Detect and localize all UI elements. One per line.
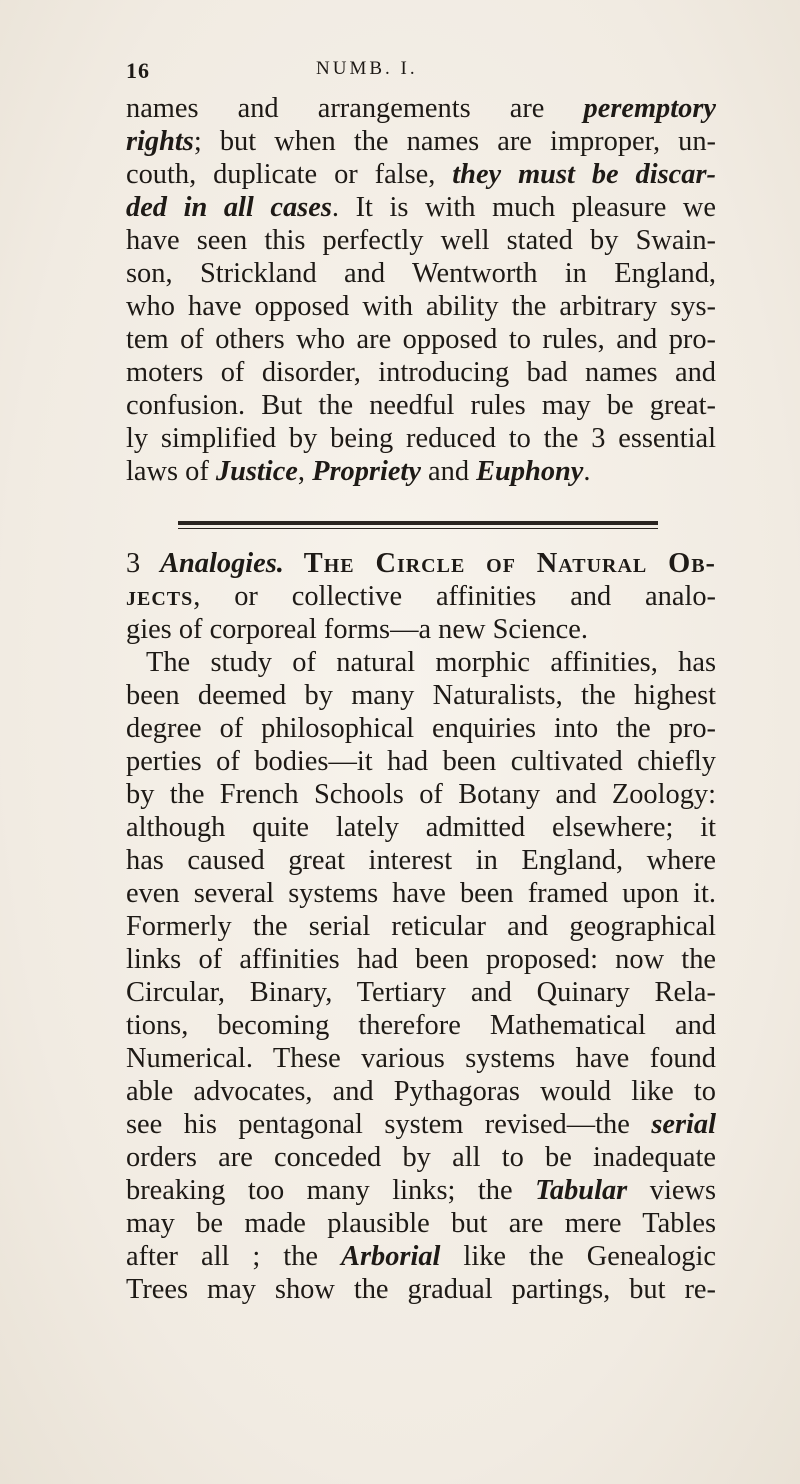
text-line: The study of natural morphic affinities, has <box>146 647 716 678</box>
text-line: ded in all cases. It is with much pleasure we <box>126 192 716 223</box>
text-line: able advocates, and Pythagoras would like to <box>126 1076 716 1107</box>
text-line: rights; but when the names are improper, un- <box>126 126 716 157</box>
text-line: moters of disorder, introducing bad names and <box>126 357 716 388</box>
section-rule <box>178 521 658 525</box>
text-line: Circular, Binary, Tertiary and Quinary Rela- <box>126 977 716 1008</box>
text-line: although quite lately admitted elsewhere; it <box>126 812 716 843</box>
section-title-caps: The Circle of Natural Ob- <box>303 548 716 579</box>
text-line: couth, duplicate or false, they must be discar- <box>126 159 716 190</box>
text-line: been deemed by many Naturalists, the highest <box>126 680 716 711</box>
text-line: by the French Schools of Botany and Zoology: <box>126 779 716 810</box>
text-line: gies of corporeal forms—a new Science. <box>126 614 588 645</box>
text-line: confusion. But the needful rules may be great- <box>126 390 716 421</box>
text-line: ly simplified by being reduced to the 3 essential <box>126 423 716 454</box>
text-line: orders are conceded by all to be inadequate <box>126 1142 716 1173</box>
text-line: may be made plausible but are mere Tables <box>126 1208 716 1239</box>
text-line: tions, becoming therefore Mathematical and <box>126 1010 716 1041</box>
text-line: links of affinities had been proposed: now the <box>126 944 716 975</box>
text-line: have seen this perfectly well stated by Swain- <box>126 225 716 256</box>
section-rule-thin <box>178 528 658 529</box>
section-heading <box>126 547 716 580</box>
text-line: names and arrangements are peremptory <box>126 93 716 124</box>
section-title: Analogies. <box>160 548 284 579</box>
text-line: son, Strickland and Wentworth in England, <box>126 258 716 289</box>
text-line: Formerly the serial reticular and geographical <box>126 911 716 942</box>
text-line: even several systems have been framed upon it. <box>126 878 716 909</box>
paragraph-1 <box>126 92 716 488</box>
text-line: has caused great interest in England, where <box>126 845 716 876</box>
text-line: Numerical. These various systems have found <box>126 1043 716 1074</box>
text-line: Trees may show the gradual partings, but re- <box>126 1274 716 1305</box>
text-line: tem of others who are opposed to rules, and pro- <box>126 324 716 355</box>
text-line: jects, or collective affinities and analo- <box>126 581 716 612</box>
text-line: breaking too many links; the Tabular views <box>126 1175 716 1206</box>
text-line: who have opposed with ability the arbitrary sys- <box>126 291 716 322</box>
text-line: degree of philosophical enquiries into the pro- <box>126 713 716 744</box>
text-line: after all ; the Arborial like the Genealogic <box>126 1241 716 1272</box>
text-line: laws of Justice, Propriety and Euphony. <box>126 456 591 487</box>
section-number: 3 <box>126 548 141 579</box>
text-line: perties of bodies—it had been cultivated chiefly <box>126 746 716 777</box>
text-line: see his pentagonal system revised—the serial <box>126 1109 716 1140</box>
section-analogies <box>126 547 716 1306</box>
page-number: 16 <box>126 58 150 83</box>
running-title: NUMB. I. <box>316 58 418 79</box>
running-head <box>126 58 706 84</box>
